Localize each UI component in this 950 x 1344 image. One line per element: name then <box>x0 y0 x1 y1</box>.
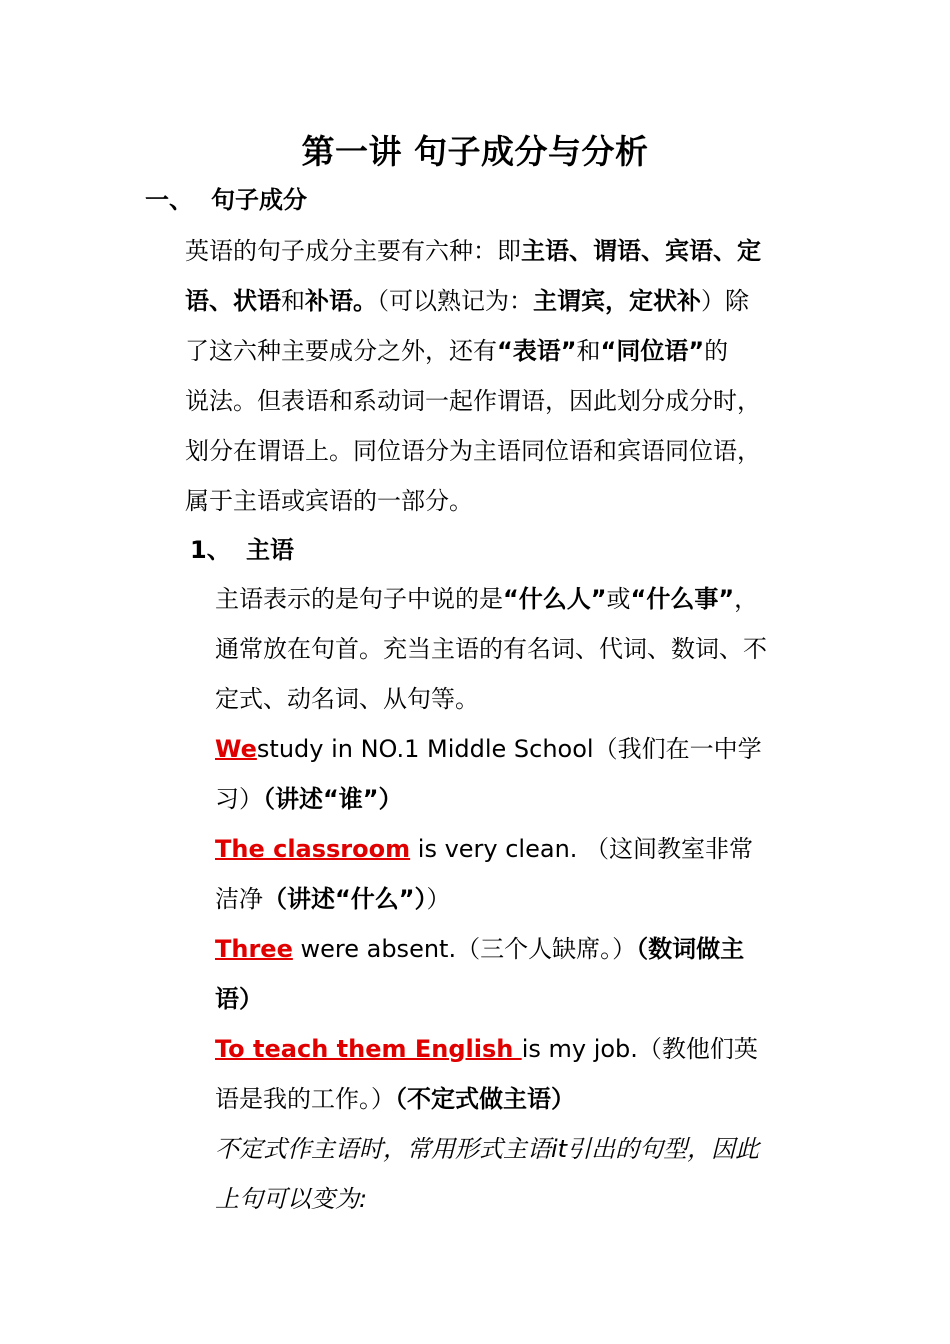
example-note: 语） <box>215 985 263 1013</box>
example-line <box>215 1074 815 1124</box>
text-run: 和 <box>281 287 305 315</box>
example-text: 语是我的工作。） <box>215 1085 395 1113</box>
example-subject: Three <box>215 935 293 963</box>
text-run: 主语表示的是句子中说的是 <box>215 585 503 613</box>
section-number: 一、 <box>145 186 193 214</box>
paragraph-line <box>185 326 810 376</box>
example-line <box>215 1024 815 1074</box>
example-subject: The classroom <box>215 835 411 863</box>
example-text: 洁净 <box>215 885 263 913</box>
paragraph-line <box>215 574 815 624</box>
example-line <box>215 924 815 974</box>
example-line <box>215 774 815 824</box>
example-text: is my job.（教他们英 <box>521 1035 758 1063</box>
paragraph-line: 说法。但表语和系动词一起作谓语，因此划分成分时， <box>185 387 761 415</box>
example-subject: We <box>215 735 257 763</box>
text-run: ， <box>734 585 759 613</box>
bold-run: “什么人” <box>503 585 607 613</box>
example-text: ） <box>426 885 451 913</box>
paragraph-line: 通常放在句首。充当主语的有名词、代词、数词、不 <box>215 635 767 663</box>
paragraph-line: 属于主语或宾语的一部分。 <box>185 487 473 515</box>
bold-run: 语、状语 <box>185 287 281 315</box>
subsection-heading <box>190 530 294 570</box>
text-run: 的 <box>704 337 729 365</box>
subsection-title: 主语 <box>246 536 294 564</box>
example-line <box>215 874 815 924</box>
example-line <box>215 724 815 774</box>
bold-run: 补语。 <box>305 287 377 315</box>
example-line <box>215 824 815 874</box>
text-run: ）除 <box>701 287 749 315</box>
text-run: 了这六种主要成分之外，还有 <box>185 337 497 365</box>
subsection-body <box>215 574 815 1224</box>
paragraph-line <box>185 226 810 276</box>
bold-run: 主语、谓语、宾语、定 <box>521 237 761 265</box>
text-run: 和 <box>576 337 601 365</box>
example-text: study in NO.1 Middle School（我们在一中学 <box>256 735 762 763</box>
example-note: （数词做主 <box>636 935 745 963</box>
bold-run: “表语” <box>497 337 577 365</box>
bold-run: “什么事” <box>630 585 735 613</box>
text-run: 英语的句子成分主要有六种：即 <box>185 237 521 265</box>
note-line: 上句可以变为: <box>215 1185 368 1213</box>
example-note: （讲述“什么”） <box>263 885 427 913</box>
paragraph-line: 划分在谓语上。同位语分为主语同位语和宾语同位语， <box>185 437 761 465</box>
section-heading <box>145 182 307 218</box>
example-subject: To teach them English <box>215 1035 522 1063</box>
paragraph-line <box>185 276 810 326</box>
example-note: （不定式做主语） <box>395 1085 575 1113</box>
section-title: 句子成分 <box>211 186 307 214</box>
bold-run: 主谓宾，定状补 <box>533 287 701 315</box>
subsection-number: 1、 <box>190 536 231 564</box>
example-note: （讲述“谁”） <box>263 785 403 813</box>
note-line: 不定式作主语时，常用形式主语it引出的句型，因此 <box>215 1135 760 1163</box>
text-run: 或 <box>606 585 631 613</box>
section-paragraph <box>185 226 810 526</box>
text-run: （可以熟记为： <box>377 287 533 315</box>
example-text: 习） <box>215 785 263 813</box>
page-title: 第一讲 句子成分与分析 <box>301 132 649 171</box>
bold-run: “同位语” <box>600 337 705 365</box>
example-text: is very clean. （这间教室非常 <box>410 835 754 863</box>
paragraph-line: 定式、动名词、从句等。 <box>215 685 479 713</box>
example-line <box>215 974 815 1024</box>
example-text: were absent.（三个人缺席。） <box>292 935 637 963</box>
